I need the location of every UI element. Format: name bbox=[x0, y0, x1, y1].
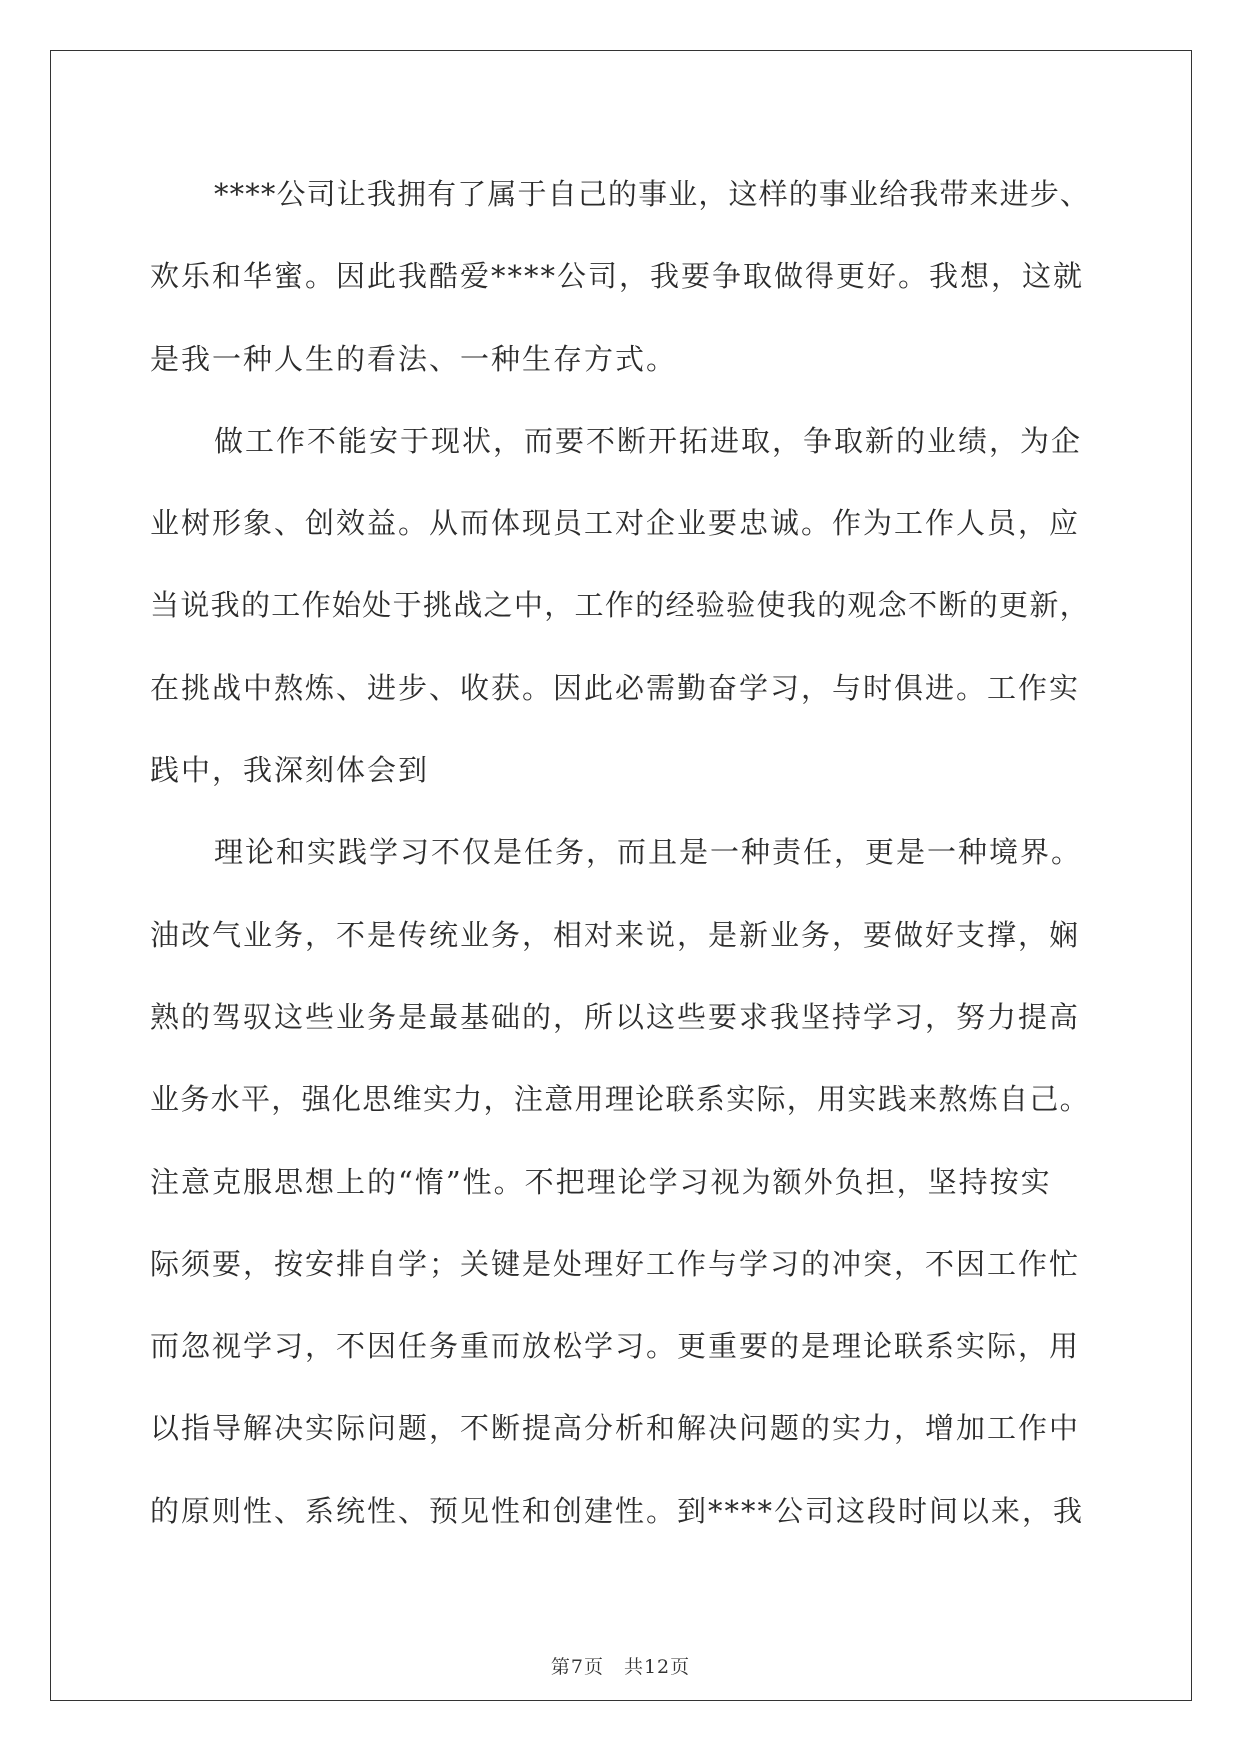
text-line: 油改气业务，不是传统业务，相对来说，是新业务，要做好支撑，娴 bbox=[150, 917, 1081, 952]
document-body bbox=[150, 153, 1090, 1552]
text-line: 而忽视学习，不因任务重而放松学习。更重要的是理论联系实际，用 bbox=[150, 1329, 1081, 1364]
text-line: 以指导解决实际问题，不断提高分析和解决问题的实力，增加工作中 bbox=[150, 1411, 1081, 1446]
text-line: 际须要，按安排自学；关键是处理好工作与学习的冲突，不因工作忙 bbox=[150, 1246, 1081, 1281]
text-line: ****公司让我拥有了属于自己的事业，这样的事业给我带来进步、 bbox=[214, 177, 1091, 211]
text-line: 在挑战中熬炼、进步、收获。因此必需勤奋学习，与时俱进。工作实 bbox=[150, 670, 1081, 705]
text-line: 业树形象、创效益。从而体现员工对企业要忠诚。作为工作人员，应 bbox=[150, 506, 1081, 541]
text-line: 当说我的工作始处于挑战之中，工作的经验验使我的观念不断的更新， bbox=[150, 588, 1091, 623]
text-line: 熟的驾驭这些业务是最基础的，所以这些要求我坚持学习，努力提高 bbox=[150, 999, 1081, 1034]
text-line: 是我一种人生的看法、一种生存方式。 bbox=[150, 341, 678, 376]
text-line: 做工作不能安于现状，而要不断开拓进取，争取新的业绩，为企 bbox=[214, 423, 1083, 458]
text-line: 的原则性、系统性、预见性和创建性。到****公司这段时间以来，我 bbox=[150, 1493, 1085, 1528]
text-line: 注意克服思想上的“惰”性。不把理论学习视为额外负担，坚持按实 bbox=[150, 1164, 1052, 1199]
text-line: 欢乐和华蜜。因此我酷爱****公司，我要争取做得更好。我想，这就 bbox=[150, 259, 1085, 294]
page-number-footer: 第7页 共12页 bbox=[550, 1656, 691, 1678]
text-line: 业务水平，强化思维实力，注意用理论联系实际，用实践来熬炼自己。 bbox=[150, 1082, 1091, 1117]
text-line: 理论和实践学习不仅是任务，而且是一种责任，更是一种境界。 bbox=[214, 835, 1083, 870]
text-line: 践中，我深刻体会到 bbox=[150, 753, 430, 788]
